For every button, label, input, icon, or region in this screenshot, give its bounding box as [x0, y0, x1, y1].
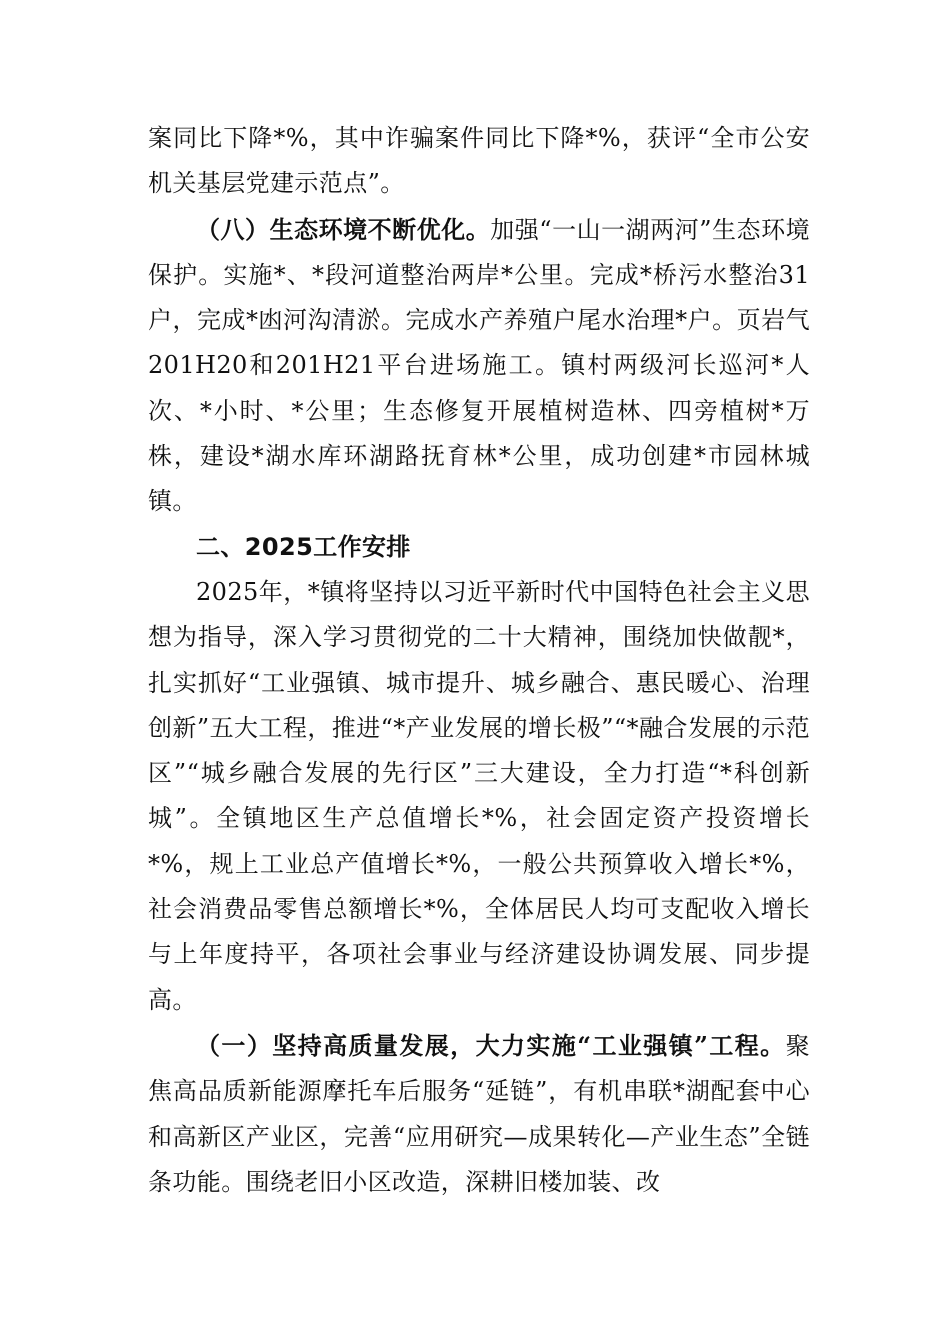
paragraph-2025-overview: 2025年，*镇将坚持以习近平新时代中国特色社会主义思想为指导，深入学习贯彻党的二十大精神，围绕加快做靓*，扎实抓好“工业强镇、城市提升、城乡融合、惠民暖心、治理创新”五大工程，推进“*产业发展的增长极”“*融合发展的示范区”“城乡融合发展的先行区”三大建设，全力打造“*科创新城”。全镇地区生产总值增长*%，社会固定资产投资增长*%，规上工业总产值增长*%，一般公共预算收入增长*%，社会消费品零售总额增长*%，全体居民人均可支配收入增长与上年度持平，各项社会事业与经济建设协调发展、同步提高。 [148, 577, 810, 1014]
paragraph-industry-body: 聚焦高品质新能源摩托车后服务“延链”，有机串联*湖配套中心和高新区产业区，完善“应用研究—成果转化—产业生态”全链条功能。围绕老旧小区改造，深耕旧楼加装、改 [148, 1031, 810, 1196]
document-page [148, 116, 810, 1205]
paragraph-public-security-continued: 案同比下降*%，其中诈骗案件同比下降*%，获评“全市公安机关基层党建示范点”。 [148, 124, 810, 198]
paragraph-ecology [148, 207, 810, 525]
paragraph-ecology-body: 加强“一山一湖两河”生态环境保护。实施*、*段河道整治两岸*公里。完成*桥污水整治31户，完成*凼河沟清淤。完成水产养殖户尾水治理*户。页岩气201H20和201H21平台进场施工。镇村两级河长巡河*人次、*小时、*公里；生态修复开展植树造林、四旁植树*万株，建设*湖水库环湖路抚育林*公里，成功创建*市园林城镇。 [148, 215, 810, 516]
section-heading-ecology: （八）生态环境不断优化。 [196, 214, 491, 244]
section-title-2025-plan: 二、2025工作安排 [196, 532, 411, 561]
section-heading-industry: （一）坚持高质量发展，大力实施“工业强镇”工程。 [196, 1030, 786, 1060]
paragraph-industry [148, 1023, 810, 1205]
